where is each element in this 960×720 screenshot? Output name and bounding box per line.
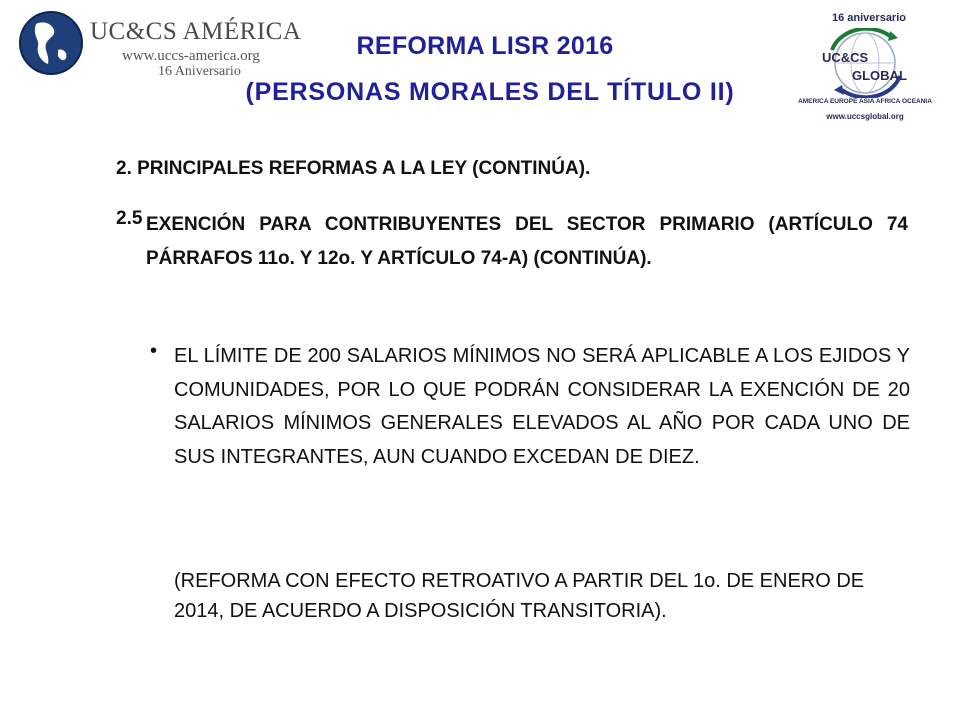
left-logo-anniversary: 16 Aniversario xyxy=(158,64,241,79)
retroactive-note: (REFORMA CON EFECTO RETROATIVO A PARTIR DEL 1o. DE ENERO DE 2014, DE ACUERDO A DISPOSICIÓN TRANSITORIA). xyxy=(174,570,865,622)
subsection-number: 2.5 xyxy=(116,208,143,229)
page-title: REFORMA LISR 2016 xyxy=(356,32,614,60)
right-logo-brand-bottom: GLOBAL xyxy=(852,68,907,83)
bullet-marker: • xyxy=(150,340,158,362)
uccs-global-logo xyxy=(790,10,940,130)
left-logo-brand: UC&CS AMÉRICA xyxy=(90,18,302,45)
section-heading: 2. PRINCIPALES REFORMAS A LA LEY (CONTINÚA). xyxy=(116,158,591,179)
right-logo-brand-top: UC&CS xyxy=(822,50,869,65)
right-logo-url: www.uccsglobal.org xyxy=(826,112,904,121)
left-logo-url: www.uccs-america.org xyxy=(122,48,260,64)
page-subtitle: (PERSONAS MORALES DEL TÍTULO II) xyxy=(245,78,735,106)
right-logo-anniversary: 16 aniversario xyxy=(832,12,906,24)
subsection-heading: EXENCIÓN PARA CONTRIBUYENTES DEL SECTOR PRIMARIO (ARTÍCULO 74 PÁRRAFOS 11o. Y 12o. Y ARTÍCULO 74-A) (CONTINÚA). xyxy=(146,214,908,269)
bullet-text: EL LÍMITE DE 200 SALARIOS MÍNIMOS NO SERÁ APLICABLE A LOS EJIDOS Y COMUNIDADES, POR LO QUE PODRÁN CONSIDERAR LA EXENCIÓN DE 20 SALARIOS MÍNIMOS GENERALES ELEVADOS AL AÑO POR CADA UNO DE SUS INTEGRANTES, AUN CUANDO EXCEDAN DE DIEZ. xyxy=(174,345,910,468)
right-logo-continents: AMERICA EUROPE ASIA AFRICA OCEANIA xyxy=(798,98,932,105)
